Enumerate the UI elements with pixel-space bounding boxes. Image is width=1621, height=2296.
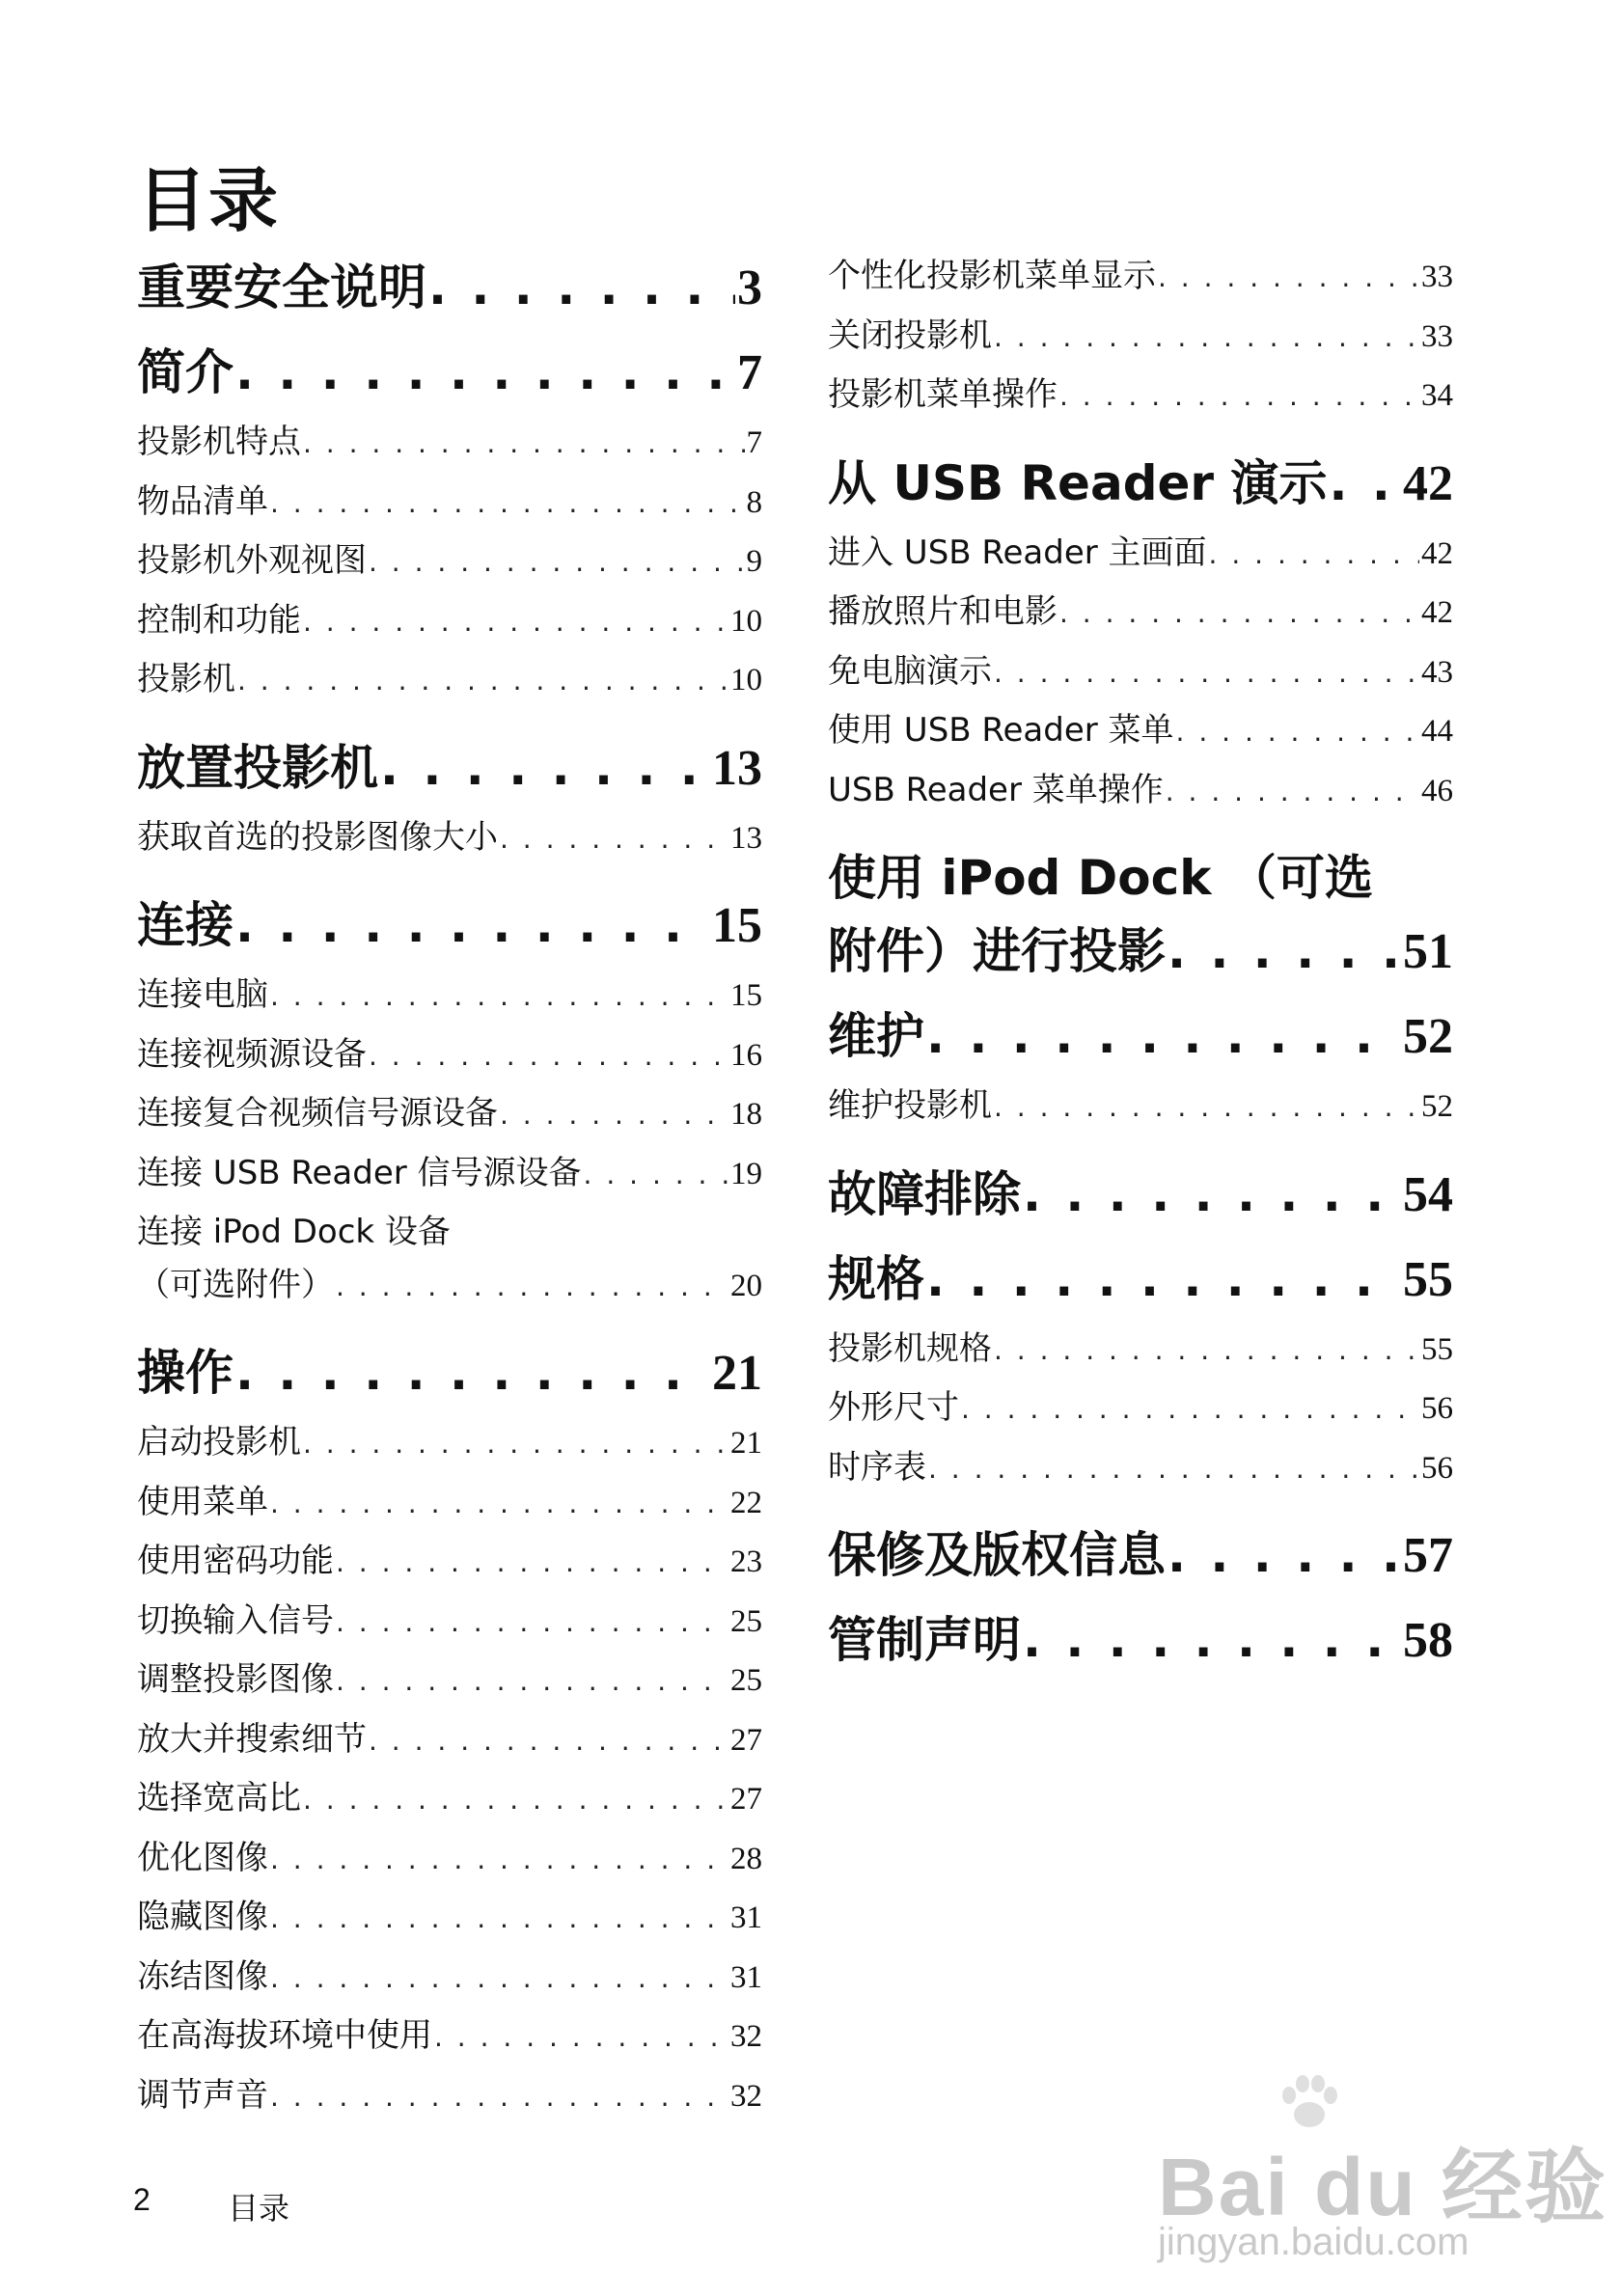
- toc-item-page: 44: [1421, 714, 1453, 749]
- toc-item[interactable]: [137, 1534, 762, 1594]
- leader-dots: [1209, 538, 1419, 570]
- toc-item[interactable]: [137, 1594, 762, 1654]
- toc-section-usb-reader[interactable]: [828, 445, 1453, 512]
- leader-dots: [336, 1546, 728, 1578]
- footer-title: 目录: [228, 2190, 290, 2227]
- toc-item[interactable]: [828, 526, 1453, 586]
- toc-item-label: 连接复合视频信号源设备: [137, 1094, 498, 1133]
- toc-item-page: 27: [730, 1782, 762, 1817]
- leader-dots: [369, 546, 745, 578]
- toc-item-label: 切换输入信号: [137, 1600, 334, 1640]
- toc-item-label: USB Reader 菜单操作: [828, 770, 1164, 809]
- toc-section-safety[interactable]: [137, 249, 762, 316]
- toc-section-title: 管制声明: [828, 1612, 1021, 1668]
- toc-item-page: 23: [730, 1544, 762, 1579]
- toc-item-label: 使用菜单: [137, 1482, 268, 1521]
- toc-left-column: [137, 249, 762, 2127]
- leader-dots: [270, 487, 745, 519]
- leader-dots: [336, 1271, 728, 1302]
- toc-item[interactable]: [137, 1653, 762, 1712]
- leader-dots: [369, 1725, 728, 1757]
- toc-item-page: 18: [730, 1097, 762, 1132]
- leader-dots: [1059, 380, 1419, 412]
- toc-item-page: 27: [730, 1722, 762, 1758]
- toc-right-column: [828, 249, 1453, 1682]
- toc-section-ipod-dock[interactable]: [828, 839, 1453, 980]
- toc-section-intro[interactable]: [137, 334, 762, 401]
- toc-item[interactable]: [137, 1831, 762, 1891]
- toc-item-label: 进入 USB Reader 主画面: [828, 533, 1207, 572]
- toc-section-specifications[interactable]: [828, 1241, 1453, 1308]
- leader-dots: [928, 1453, 1419, 1485]
- toc-section-title: 简介: [137, 344, 234, 400]
- toc-item[interactable]: [137, 1415, 762, 1475]
- toc-item-page: 52: [1421, 1089, 1453, 1124]
- toc-item[interactable]: [828, 1322, 1453, 1381]
- toc-item[interactable]: [137, 1475, 762, 1535]
- leader-dots: [926, 1008, 1401, 1064]
- toc-page-number: 51: [1403, 924, 1453, 979]
- toc-item[interactable]: [828, 1380, 1453, 1440]
- toc-item-label: 投影机规格: [828, 1328, 992, 1368]
- leader-dots: [434, 2021, 728, 2053]
- toc-item-page: 31: [730, 1900, 762, 1935]
- toc-item-label: 免电脑演示: [828, 651, 992, 691]
- toc-item[interactable]: [828, 1440, 1453, 1500]
- toc-section-title: 操作: [137, 1345, 234, 1401]
- leader-dots: [994, 657, 1419, 689]
- leader-dots: [1059, 597, 1419, 629]
- toc-item-page: 32: [730, 2078, 762, 2114]
- toc-item-page: 43: [1421, 654, 1453, 690]
- toc-page-number: 21: [712, 1346, 762, 1401]
- toc-section-title: 保修及版权信息: [828, 1527, 1166, 1583]
- footer-page-number: 2: [133, 2182, 151, 2217]
- toc-item-page: 34: [1421, 378, 1453, 413]
- toc-section-connection[interactable]: [137, 887, 762, 954]
- toc-section-title: 维护: [828, 1008, 924, 1064]
- toc-item-label: 投影机特点: [137, 423, 301, 461]
- toc-item[interactable]: [137, 415, 762, 475]
- toc-item-page: 20: [730, 1269, 762, 1303]
- toc-item-label: 时序表: [828, 1447, 926, 1487]
- toc-item-label: 优化图像: [137, 1838, 268, 1877]
- leader-dots: [235, 1345, 710, 1401]
- leader-dots: [336, 1606, 728, 1638]
- toc-page-number: 13: [712, 740, 762, 796]
- toc-item[interactable]: [137, 533, 762, 593]
- leader-dots: [235, 344, 735, 400]
- toc-section-warranty[interactable]: [828, 1517, 1453, 1584]
- toc-item-page: 9: [746, 544, 762, 579]
- toc-item-label: 使用 USB Reader 菜单: [828, 711, 1174, 750]
- toc-item-label: 在高海拔环境中使用: [137, 2016, 432, 2055]
- toc-item-page: 25: [730, 1663, 762, 1698]
- toc-item-label: 投影机: [137, 660, 235, 698]
- toc-section-troubleshooting[interactable]: [828, 1156, 1453, 1223]
- toc-page-number: 58: [1403, 1613, 1453, 1668]
- toc-item-label: 冻结图像: [137, 1956, 268, 1996]
- leader-dots: [336, 1665, 728, 1697]
- toc-section-title-line2: 附件）进行投影: [828, 923, 1166, 979]
- toc-item-page: 42: [1421, 535, 1453, 571]
- toc-item-label: 投影机菜单操作: [828, 375, 1058, 414]
- toc-item[interactable]: [137, 2009, 762, 2068]
- leader-dots: [270, 1962, 728, 1994]
- toc-section-title: 重要安全说明: [137, 260, 426, 315]
- toc-item-label: 选择宽高比: [137, 1779, 301, 1818]
- toc-item-label: 调节声音: [137, 2075, 268, 2115]
- watermark-brand: Bai du 经验: [1158, 2142, 1608, 2232]
- toc-item-page: 8: [746, 484, 762, 520]
- leader-dots: [500, 823, 728, 855]
- leader-dots: [1168, 923, 1401, 979]
- toc-section-title: 连接: [137, 897, 234, 953]
- toc-item-page: 25: [730, 1603, 762, 1639]
- toc-item-page: 10: [730, 603, 762, 639]
- toc-item[interactable]: [137, 652, 762, 712]
- toc-page-number: 52: [1403, 1009, 1453, 1064]
- leader-dots: [1158, 261, 1419, 293]
- toc-item-label: 隐藏图像: [137, 1898, 268, 1936]
- toc-page-number: 15: [712, 898, 762, 953]
- leader-dots: [303, 427, 745, 459]
- toc-item[interactable]: [137, 593, 762, 653]
- toc-section-maintenance[interactable]: [828, 998, 1453, 1065]
- leader-dots: [994, 1334, 1419, 1366]
- toc-item-label: 放大并搜索细节: [137, 1719, 367, 1759]
- toc-page-number: 7: [737, 345, 762, 400]
- toc-item-twoline[interactable]: [137, 1205, 762, 1317]
- toc-page-number: 42: [1403, 455, 1453, 511]
- leader-dots: [270, 2081, 728, 2113]
- leader-dots: [428, 260, 735, 315]
- toc-item-page: 56: [1421, 1391, 1453, 1426]
- toc-item-page: 46: [1421, 773, 1453, 808]
- page-title: 目录: [137, 160, 281, 241]
- toc-item[interactable]: [828, 309, 1453, 369]
- leader-dots: [994, 1091, 1419, 1123]
- toc-item-page: 28: [730, 1841, 762, 1876]
- leader-dots: [1023, 1166, 1401, 1222]
- toc-item-page: 16: [730, 1037, 762, 1073]
- toc-item[interactable]: [828, 644, 1453, 704]
- toc-section-title-line1: 使用 iPod Dock （可选: [828, 850, 1373, 906]
- toc-item-label: 启动投影机: [137, 1423, 301, 1462]
- toc-section-placement[interactable]: [137, 729, 762, 797]
- toc-section-title: 规格: [828, 1250, 924, 1307]
- toc-item-page: 42: [1421, 595, 1453, 630]
- leader-dots: [303, 606, 728, 638]
- toc-item-page: 21: [730, 1426, 762, 1461]
- toc-page-number: 3: [737, 260, 762, 315]
- toc-item-label: 物品清单: [137, 481, 268, 521]
- toc-item[interactable]: [137, 1027, 762, 1087]
- toc-section-operation[interactable]: [137, 1334, 762, 1402]
- toc-item[interactable]: [828, 1079, 1453, 1138]
- toc-item[interactable]: [137, 1950, 762, 2009]
- toc-item-label-line1: 连接 iPod Dock 设备: [137, 1213, 451, 1251]
- toc-item[interactable]: [137, 2068, 762, 2128]
- leader-dots: [270, 1844, 728, 1875]
- leader-dots: [1023, 1612, 1401, 1668]
- leader-dots: [1168, 1527, 1401, 1583]
- toc-page-number: 54: [1403, 1166, 1453, 1222]
- toc-item[interactable]: [137, 1146, 762, 1206]
- toc-item-label: 调整投影图像: [137, 1660, 334, 1699]
- toc-item-page: 10: [730, 663, 762, 697]
- leader-dots: [1176, 716, 1419, 748]
- leader-dots: [1329, 455, 1401, 511]
- toc-item-label: 连接电脑: [137, 975, 268, 1014]
- leader-dots: [270, 980, 728, 1012]
- toc-item[interactable]: [828, 249, 1453, 309]
- toc-item-label: 使用密码功能: [137, 1542, 334, 1580]
- toc-item-label: 个性化投影机菜单显示: [828, 257, 1156, 295]
- toc-item[interactable]: [137, 1890, 762, 1950]
- toc-item-label: 关闭投影机: [828, 315, 992, 355]
- toc-item[interactable]: [828, 585, 1453, 644]
- leader-dots: [994, 321, 1419, 353]
- toc-item-label: 外形尺寸: [828, 1388, 959, 1427]
- toc-item-page: 32: [730, 2019, 762, 2054]
- toc-item-label: 连接 USB Reader 信号源设备: [137, 1153, 582, 1192]
- toc-item-page: 15: [730, 978, 762, 1013]
- leader-dots: [237, 665, 728, 697]
- leader-dots: [235, 897, 710, 953]
- toc-item-label-line2: （可选附件）: [137, 1266, 334, 1304]
- toc-item[interactable]: [137, 810, 762, 870]
- toc-item-page: 31: [730, 1959, 762, 1995]
- toc-section-regulatory[interactable]: [828, 1601, 1453, 1669]
- toc-item[interactable]: [137, 475, 762, 534]
- toc-item[interactable]: [137, 1086, 762, 1146]
- leader-dots: [961, 1393, 1419, 1425]
- leader-dots: [1166, 776, 1419, 807]
- leader-dots: [926, 1251, 1401, 1307]
- leader-dots: [380, 740, 710, 796]
- toc-item-page: 55: [1421, 1331, 1453, 1367]
- watermark-url: jingyan.baidu.com: [1158, 2221, 1470, 2263]
- toc-item-page: 33: [1421, 260, 1453, 294]
- toc-item-label: 播放照片和电影: [828, 592, 1058, 631]
- toc-item-label: 维护投影机: [828, 1086, 992, 1125]
- toc-item[interactable]: [828, 703, 1453, 763]
- toc-item[interactable]: [137, 1771, 762, 1831]
- toc-item-label: 获取首选的投影图像大小: [137, 817, 498, 857]
- leader-dots: [270, 1488, 728, 1519]
- toc-item[interactable]: [137, 1712, 762, 1772]
- toc-item-page: 33: [1421, 318, 1453, 354]
- leader-dots: [369, 1040, 728, 1072]
- toc-section-title: 从 USB Reader 演示: [828, 454, 1328, 511]
- toc-item[interactable]: [828, 368, 1453, 427]
- leader-dots: [303, 1428, 728, 1460]
- toc-item-page: 19: [730, 1156, 762, 1191]
- toc-item-label: 投影机外观视图: [137, 541, 367, 580]
- toc-item-page: 56: [1421, 1450, 1453, 1486]
- toc-item-page: 13: [730, 820, 762, 856]
- toc-item-label: 连接视频源设备: [137, 1034, 367, 1074]
- leader-dots: [303, 1784, 728, 1816]
- leader-dots: [500, 1099, 728, 1131]
- toc-item-page: 22: [730, 1485, 762, 1520]
- toc-item-label: 控制和功能: [137, 600, 301, 640]
- toc-section-title: 故障排除: [828, 1165, 1021, 1222]
- toc-page-number: 57: [1403, 1528, 1453, 1583]
- toc-item-page: 7: [746, 425, 762, 460]
- toc-page-number: 55: [1403, 1251, 1453, 1307]
- toc-item[interactable]: [828, 763, 1453, 823]
- leader-dots: [584, 1159, 728, 1190]
- toc-item[interactable]: [137, 968, 762, 1027]
- leader-dots: [270, 1902, 728, 1934]
- toc-section-title: 放置投影机: [137, 739, 378, 796]
